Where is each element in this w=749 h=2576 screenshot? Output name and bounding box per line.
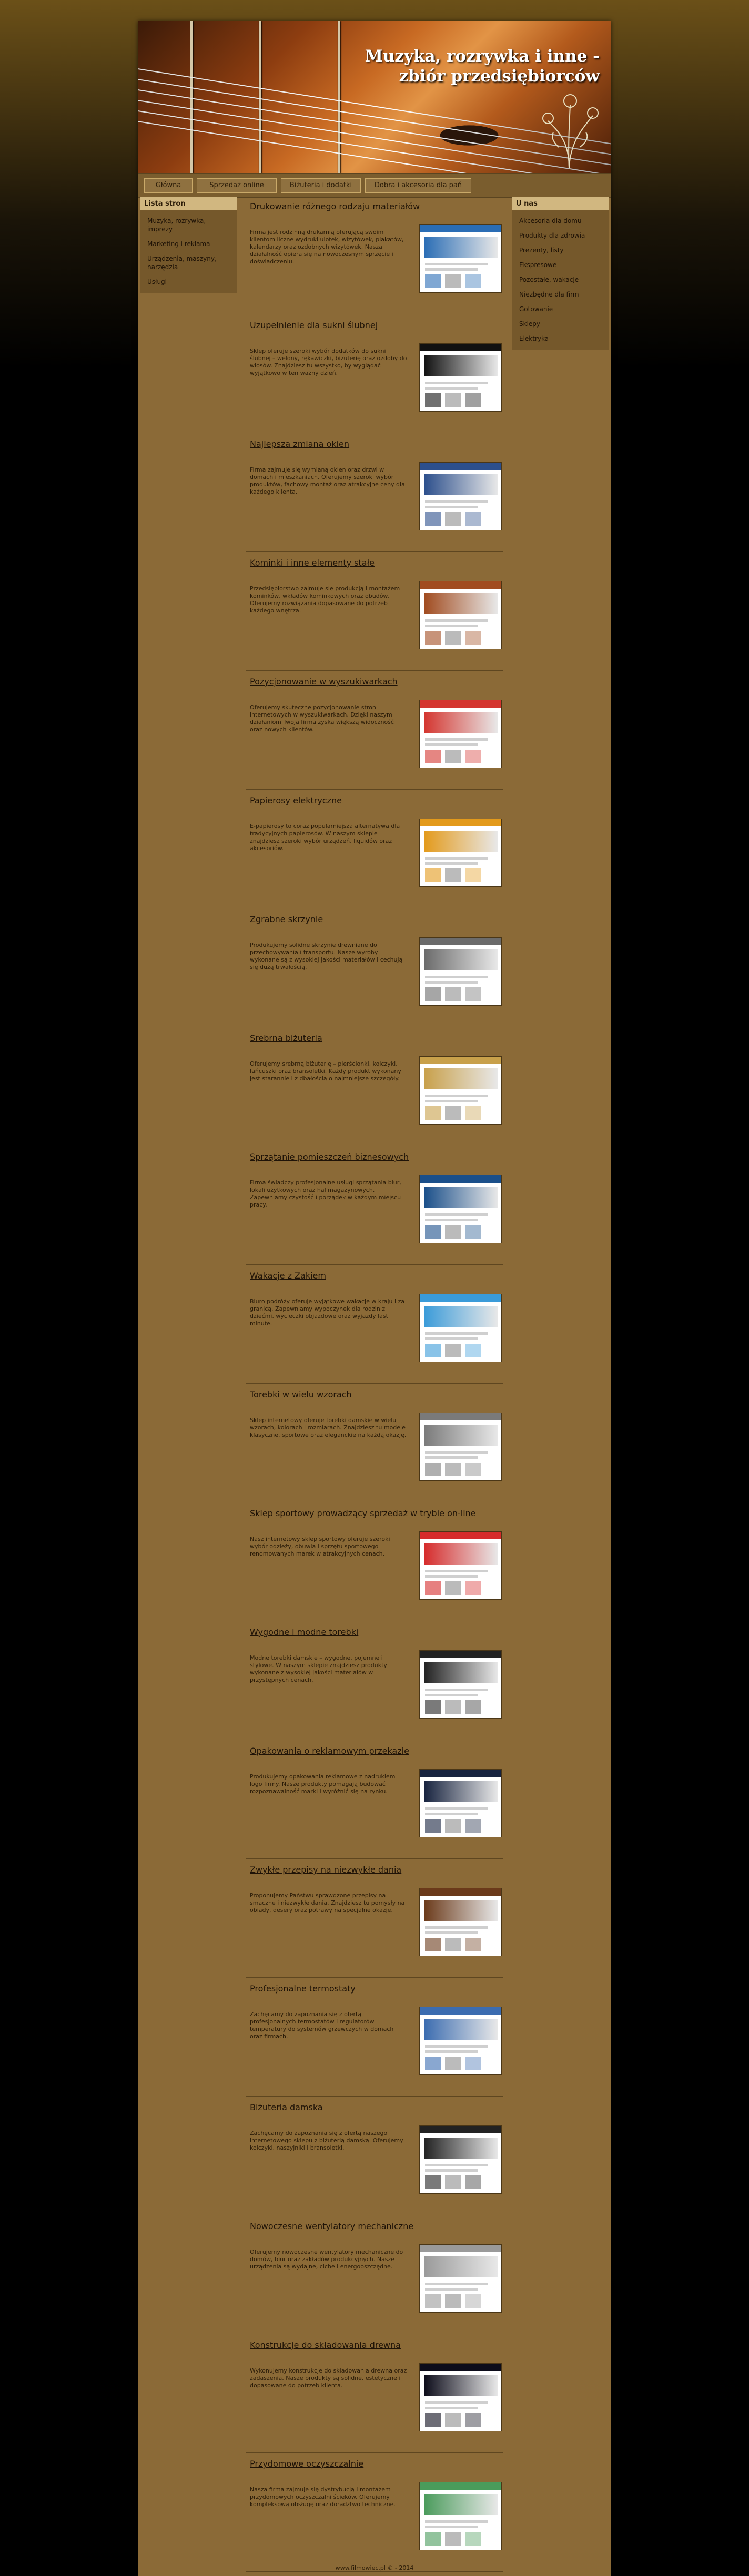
article-thumbnail[interactable] bbox=[419, 2244, 502, 2313]
article-thumbnail[interactable] bbox=[419, 937, 502, 1006]
article-excerpt: Oferujemy nowoczesne wentylatory mechaniczne do domów, biur oraz zakładów produkcyjnych. Nasze urządzenia są wydajne, ciche i energooszczędne. bbox=[250, 2248, 403, 2270]
thumbnail-header-bar bbox=[420, 1057, 501, 1064]
article-title-link[interactable]: Uzupełnienie dla sukni ślubnej bbox=[250, 320, 378, 330]
thumbnail-block bbox=[425, 512, 441, 526]
sidebar-right-item[interactable]: Produkty dla zdrowia bbox=[519, 232, 585, 239]
sidebar-right-list bbox=[512, 210, 609, 350]
thumbnail-text-line bbox=[425, 1926, 488, 1929]
thumbnail-header-bar bbox=[420, 1888, 501, 1896]
article-entry bbox=[246, 1148, 503, 1265]
thumbnail-hero bbox=[424, 1781, 498, 1802]
article-entry bbox=[246, 197, 503, 314]
article-title-link[interactable]: Nowoczesne wentylatory mechaniczne bbox=[250, 2221, 414, 2231]
thumbnail-text-line bbox=[425, 738, 488, 741]
article-thumbnail[interactable] bbox=[419, 1531, 502, 1600]
thumbnail-block bbox=[425, 1106, 441, 1120]
thumbnail-block bbox=[465, 2175, 481, 2189]
article-excerpt: Produkujemy opakowania reklamowe z nadrukiem logo firmy. Nasze produkty pomagają budować rozpoznawalność marki i wyróżnić się na rynku. bbox=[250, 1773, 396, 1795]
thumbnail-header-bar bbox=[420, 463, 501, 470]
thumbnail-block bbox=[425, 1225, 441, 1239]
thumbnail-hero bbox=[424, 2375, 498, 2396]
article-entry bbox=[246, 1623, 503, 1740]
article-excerpt: E-papierosy to coraz popularniejsza alternatywa dla tradycyjnych papierosów. W naszym sklepie znajdziesz szeroki wybór urządzeń, liquidów oraz akcesoriów. bbox=[250, 823, 400, 852]
article-entry bbox=[246, 672, 503, 790]
thumbnail-text-line bbox=[425, 1689, 488, 1691]
thumbnail-block bbox=[465, 1225, 481, 1239]
thumbnail-block bbox=[445, 393, 461, 407]
thumbnail-block bbox=[425, 1581, 441, 1595]
thumbnail-block bbox=[465, 868, 481, 882]
article-title-link[interactable]: Profesjonalne termostaty bbox=[250, 1984, 356, 1994]
article-thumbnail[interactable] bbox=[419, 1175, 502, 1243]
article-title-link[interactable]: Sklep sportowy prowadzący sprzedaż w trybie on-line bbox=[250, 1508, 476, 1518]
thumbnail-text-line bbox=[425, 263, 488, 265]
thumbnail-text-line bbox=[425, 1332, 488, 1335]
thumbnail-block bbox=[445, 987, 461, 1001]
thumbnail-hero bbox=[424, 1900, 498, 1921]
thumbnail-block bbox=[425, 2057, 441, 2070]
article-entry bbox=[246, 1742, 503, 1859]
thumbnail-hero bbox=[424, 1662, 498, 1683]
thumbnail-header-bar bbox=[420, 2482, 501, 2490]
thumbnail-block bbox=[465, 2532, 481, 2546]
article-excerpt: Sklep oferuje szeroki wybór dodatków do sukni ślubnej – welony, rękawiczki, biżuterię oraz ozdoby do włosów. Znajdziesz tu wszystko, by wyglądać wyjątkowo w ten ważny dzień. bbox=[250, 347, 407, 376]
article-entry bbox=[246, 2098, 503, 2215]
sidebar-right-item[interactable]: Niezbędne dla firm bbox=[519, 291, 579, 298]
thumbnail-block bbox=[425, 1344, 441, 1357]
thumbnail-hero bbox=[424, 2256, 498, 2277]
floral-ornament-icon bbox=[538, 84, 601, 168]
thumbnail-text-line bbox=[425, 2288, 478, 2291]
thumbnail-text-line bbox=[425, 976, 488, 978]
sidebar-left-heading: Lista stron bbox=[140, 197, 237, 210]
thumbnail-block bbox=[425, 274, 441, 288]
thumbnail-header-bar bbox=[420, 1413, 501, 1420]
thumbnail-block bbox=[425, 2413, 441, 2427]
nav-item-sprzedaz-online[interactable]: Sprzedaż online bbox=[197, 178, 277, 193]
article-title-link[interactable]: Wakacje z Zakiem bbox=[250, 1271, 326, 1281]
thumbnail-block bbox=[445, 1938, 461, 1951]
thumbnail-block bbox=[425, 750, 441, 763]
thumbnail-text-line bbox=[425, 2526, 478, 2528]
thumbnail-text-line bbox=[425, 268, 478, 271]
thumbnail-text-line bbox=[425, 625, 478, 627]
article-thumbnail[interactable] bbox=[419, 581, 502, 649]
article-thumbnail[interactable] bbox=[419, 1413, 502, 1481]
thumbnail-hero bbox=[424, 712, 498, 733]
thumbnail-text-line bbox=[425, 1337, 478, 1340]
thumbnail-block bbox=[465, 512, 481, 526]
sidebar-left-item[interactable]: Marketing i reklama bbox=[147, 240, 210, 248]
nav-item-glowna[interactable]: Główna bbox=[144, 178, 193, 193]
thumbnail-text-line bbox=[425, 2050, 478, 2053]
article-thumbnail[interactable] bbox=[419, 1650, 502, 1719]
sidebar-right-item[interactable]: Gotowanie bbox=[519, 305, 553, 313]
sidebar-right-item[interactable]: Prezenty, listy bbox=[519, 247, 564, 254]
thumbnail-block bbox=[445, 868, 461, 882]
thumbnail-block bbox=[445, 2057, 461, 2070]
article-thumbnail[interactable] bbox=[419, 2125, 502, 2194]
thumbnail-text-line bbox=[425, 2401, 488, 2404]
thumbnail-text-line bbox=[425, 1931, 478, 1934]
thumbnail-block bbox=[425, 1700, 441, 1714]
thumbnail-text-line bbox=[425, 500, 488, 503]
article-thumbnail[interactable] bbox=[419, 1769, 502, 1837]
article-excerpt: Nasz internetowy sklep sportowy oferuje szeroki wybór odzieży, obuwia i sprzętu sportowego renomowanych marek w atrakcyjnych cenach. bbox=[250, 1536, 390, 1557]
thumbnail-block bbox=[425, 2294, 441, 2308]
article-entry bbox=[246, 554, 503, 671]
article-entry bbox=[246, 910, 503, 1027]
article-title-link[interactable]: Najlepsza zmiana okien bbox=[250, 439, 350, 449]
article-thumbnail[interactable] bbox=[419, 1888, 502, 1956]
thumbnail-header-bar bbox=[420, 2007, 501, 2015]
thumbnail-block bbox=[465, 987, 481, 1001]
thumbnail-text-line bbox=[425, 1213, 488, 1216]
thumbnail-block bbox=[465, 1700, 481, 1714]
thumbnail-block bbox=[445, 1463, 461, 1476]
article-entry bbox=[246, 435, 503, 552]
thumbnail-text-line bbox=[425, 1219, 478, 1221]
thumbnail-block bbox=[465, 393, 481, 407]
article-excerpt: Oferujemy srebrną biżuterię – pierścionki, kolczyki, łańcuszki oraz bransoletki. Każdy produkt wykonany jest starannie i z dbałością o najmniejsze szczegóły. bbox=[250, 1060, 401, 1082]
thumbnail-hero bbox=[424, 831, 498, 852]
thumbnail-hero bbox=[424, 2019, 498, 2040]
thumbnail-text-line bbox=[425, 506, 478, 508]
sidebar-right bbox=[512, 197, 609, 350]
page-container bbox=[138, 21, 611, 2576]
thumbnail-block bbox=[465, 1819, 481, 1833]
article-title-link[interactable]: Zwykłe przepisy na niezwykłe dania bbox=[250, 1865, 402, 1875]
article-title-link[interactable]: Biżuteria damska bbox=[250, 2102, 323, 2112]
article-entry bbox=[246, 1385, 503, 1502]
article-thumbnail[interactable] bbox=[419, 819, 502, 887]
main-navigation bbox=[138, 173, 611, 198]
thumbnail-header-bar bbox=[420, 700, 501, 708]
article-title-link[interactable]: Sprzątanie pomieszczeń biznesowych bbox=[250, 1152, 409, 1162]
sidebar-left-item[interactable]: Muzyka, rozrywka, imprezy bbox=[147, 217, 206, 233]
thumbnail-block bbox=[425, 1463, 441, 1476]
thumbnail-block bbox=[425, 1819, 441, 1833]
article-excerpt: Biuro podróży oferuje wyjątkowe wakacje w kraju i za granicą. Zapewniamy wypoczynek dla rodzin z dziećmi, wycieczki objazdowe oraz wyjazdy last minute. bbox=[250, 1298, 405, 1327]
thumbnail-text-line bbox=[425, 1575, 478, 1578]
article-title-link[interactable]: Srebrna biżuteria bbox=[250, 1033, 322, 1043]
sidebar-left bbox=[140, 197, 237, 293]
article-excerpt: Firma jest rodzinną drukarnią oferującą swoim klientom liczne wydruki ulotek, wizytówek, plakatów, kalendarzy oraz ozdobnych wizytówek. Nasza działalność opiera się na nowoczesnym sprzęcie i doświadczeniu. bbox=[250, 229, 404, 265]
thumbnail-text-line bbox=[425, 981, 478, 984]
article-entry bbox=[246, 2455, 503, 2572]
guitar-fret-decoration bbox=[259, 21, 261, 173]
thumbnail-block bbox=[445, 1700, 461, 1714]
thumbnail-hero bbox=[424, 1068, 498, 1089]
thumbnail-hero bbox=[424, 2494, 498, 2515]
article-entry bbox=[246, 1861, 503, 1978]
thumbnail-text-line bbox=[425, 2283, 488, 2285]
thumbnail-text-line bbox=[425, 2045, 488, 2048]
thumbnail-block bbox=[445, 1225, 461, 1239]
article-title-link[interactable]: Zgrabne skrzynie bbox=[250, 914, 323, 924]
thumbnail-block bbox=[425, 393, 441, 407]
article-entry bbox=[246, 1029, 503, 1146]
article-thumbnail[interactable] bbox=[419, 224, 502, 293]
sidebar-right-item[interactable]: Sklepy bbox=[519, 320, 541, 328]
thumbnail-header-bar bbox=[420, 938, 501, 945]
thumbnail-header-bar bbox=[420, 1532, 501, 1539]
article-title-link[interactable]: Wygodne i modne torebki bbox=[250, 1627, 359, 1637]
article-thumbnail[interactable] bbox=[419, 2007, 502, 2075]
thumbnail-block bbox=[445, 274, 461, 288]
thumbnail-text-line bbox=[425, 1694, 478, 1696]
sidebar-right-item[interactable]: Akcesoria dla domu bbox=[519, 217, 582, 224]
thumbnail-block bbox=[425, 2175, 441, 2189]
thumbnail-text-line bbox=[425, 857, 488, 860]
article-title-link[interactable]: Konstrukcje do składowania drewna bbox=[250, 2340, 401, 2350]
thumbnail-header-bar bbox=[420, 1175, 501, 1183]
thumbnail-header-bar bbox=[420, 2245, 501, 2252]
thumbnail-header-bar bbox=[420, 1294, 501, 1302]
thumbnail-block bbox=[465, 2294, 481, 2308]
thumbnail-block bbox=[465, 274, 481, 288]
article-entry bbox=[246, 2217, 503, 2334]
thumbnail-block bbox=[465, 1581, 481, 1595]
article-entry bbox=[246, 316, 503, 433]
article-entry bbox=[246, 2336, 503, 2453]
sidebar-right-item[interactable]: Ekspresowe bbox=[519, 261, 557, 269]
thumbnail-hero bbox=[424, 1425, 498, 1446]
article-thumbnail[interactable] bbox=[419, 700, 502, 768]
thumbnail-header-bar bbox=[420, 581, 501, 589]
thumbnail-text-line bbox=[425, 2164, 488, 2166]
thumbnail-header-bar bbox=[420, 819, 501, 826]
thumbnail-hero bbox=[424, 1187, 498, 1208]
thumbnail-block bbox=[445, 750, 461, 763]
thumbnail-block bbox=[465, 1938, 481, 1951]
sidebar-left-list bbox=[140, 210, 237, 293]
site-title: Muzyka, rozrywka i inne - zbiór przedsiębiorców bbox=[365, 47, 600, 86]
thumbnail-header-bar bbox=[420, 225, 501, 232]
article-title-link[interactable]: Kominki i inne elementy stałe bbox=[250, 558, 374, 568]
thumbnail-block bbox=[445, 631, 461, 645]
article-title-link[interactable]: Papierosy elektryczne bbox=[250, 795, 342, 805]
thumbnail-block bbox=[445, 2294, 461, 2308]
thumbnail-block bbox=[465, 2413, 481, 2427]
article-excerpt: Zachęcamy do zapoznania się z ofertą profesjonalnych termostatów i regulatorów temperatury do systemów grzewczych w domach oraz firmach. bbox=[250, 2011, 394, 2040]
article-excerpt: Proponujemy Państwu sprawdzone przepisy na smaczne i niezwykłe dania. Znajdziesz tu pomysły na obiady, desery oraz potrawy na specjalne okazje. bbox=[250, 1892, 405, 1914]
thumbnail-header-bar bbox=[420, 1651, 501, 1658]
thumbnail-block bbox=[465, 1106, 481, 1120]
thumbnail-block bbox=[425, 2532, 441, 2546]
thumbnail-block bbox=[425, 987, 441, 1001]
article-excerpt: Przedsiębiorstwo zajmuje się produkcją i montażem kominków, wkładów kominkowych oraz obudów. Oferujemy rozwiązania dopasowane do potrzeb każdego wnętrza. bbox=[250, 585, 400, 614]
article-thumbnail[interactable] bbox=[419, 462, 502, 530]
thumbnail-header-bar bbox=[420, 1770, 501, 1777]
thumbnail-block bbox=[445, 1344, 461, 1357]
footer-text: www.filmowiec.pl © - 2014 bbox=[335, 2564, 414, 2571]
article-excerpt: Firma świadczy profesjonalne usługi sprzątania biur, lokali użytkowych oraz hal magazynowych. Zapewniamy czystość i porządek w każdym miejscu pracy. bbox=[250, 1179, 401, 1208]
thumbnail-block bbox=[445, 1581, 461, 1595]
article-thumbnail[interactable] bbox=[419, 343, 502, 412]
header-banner bbox=[138, 21, 611, 173]
article-excerpt: Nasza firma zajmuje się dystrybucją i montażem przydomowych oczyszczalni ścieków. Oferujemy kompleksową obsługę oraz doradztwo techniczne. bbox=[250, 2486, 396, 2508]
thumbnail-block bbox=[445, 2175, 461, 2189]
sidebar-right-heading: U nas bbox=[512, 197, 609, 210]
thumbnail-text-line bbox=[425, 1570, 488, 1572]
article-excerpt: Produkujemy solidne skrzynie drewniane do przechowywania i transportu. Nasze wyroby wykonane są z wysokiej jakości materiałów i cechują się dużą trwałością. bbox=[250, 942, 403, 970]
article-excerpt: Sklep internetowy oferuje torebki damskie w wielu wzorach, kolorach i rozmiarach. Znajdziesz tu modele klasyczne, sportowe oraz eleganckie na każdą okazję. bbox=[250, 1417, 407, 1438]
nav-item-akcesoria[interactable]: Dobra i akcesoria dla pań bbox=[365, 178, 471, 193]
thumbnail-block bbox=[425, 868, 441, 882]
thumbnail-block bbox=[465, 750, 481, 763]
thumbnail-header-bar bbox=[420, 2364, 501, 2371]
article-title-link[interactable]: Opakowania o reklamowym przekazie bbox=[250, 1746, 409, 1756]
article-entry bbox=[246, 791, 503, 908]
thumbnail-block bbox=[425, 631, 441, 645]
article-thumbnail[interactable] bbox=[419, 2363, 502, 2431]
article-title-link[interactable]: Pozycjonowanie w wyszukiwarkach bbox=[250, 677, 398, 687]
thumbnail-hero bbox=[424, 593, 498, 614]
article-thumbnail[interactable] bbox=[419, 2482, 502, 2550]
thumbnail-block bbox=[445, 512, 461, 526]
thumbnail-block bbox=[465, 2057, 481, 2070]
article-entry bbox=[246, 1979, 503, 2097]
thumbnail-text-line bbox=[425, 619, 488, 622]
sidebar-left-item[interactable]: Urządzenia, maszyny, narzędzia bbox=[147, 255, 217, 271]
thumbnail-text-line bbox=[425, 382, 488, 384]
thumbnail-block bbox=[465, 631, 481, 645]
article-excerpt: Zachęcamy do zapoznania się z ofertą naszego internetowego sklepu z biżuterią damską. Oferujemy kolczyki, naszyjniki i bransoletki. bbox=[250, 2130, 403, 2151]
article-title-link[interactable]: Przydomowe oczyszczalnie bbox=[250, 2459, 364, 2469]
thumbnail-text-line bbox=[425, 1813, 478, 1815]
thumbnail-text-line bbox=[425, 1456, 478, 1459]
thumbnail-hero bbox=[424, 2138, 498, 2159]
thumbnail-text-line bbox=[425, 387, 478, 390]
thumbnail-text-line bbox=[425, 1100, 478, 1102]
thumbnail-block bbox=[425, 1938, 441, 1951]
article-excerpt: Firma zajmuje się wymianą okien oraz drzwi w domach i mieszkaniach. Oferujemy szeroki wybór produktów, fachowy montaż oraz atrakcyjne ceny dla każdego klienta. bbox=[250, 466, 405, 495]
thumbnail-text-line bbox=[425, 1807, 488, 1810]
thumbnail-text-line bbox=[425, 2169, 478, 2172]
thumbnail-text-line bbox=[425, 2407, 478, 2409]
thumbnail-text-line bbox=[425, 2520, 488, 2523]
nav-item-bizuteria[interactable]: Biżuteria i dodatki bbox=[281, 178, 361, 193]
article-title-link[interactable]: Drukowanie różnego rodzaju materiałów bbox=[250, 201, 420, 211]
article-thumbnail[interactable] bbox=[419, 1294, 502, 1362]
sidebar-right-item[interactable]: Elektryka bbox=[519, 335, 549, 342]
thumbnail-block bbox=[445, 2413, 461, 2427]
thumbnail-hero bbox=[424, 1306, 498, 1327]
article-title-link[interactable]: Torebki w wielu wzorach bbox=[250, 1389, 352, 1399]
thumbnail-hero bbox=[424, 355, 498, 376]
thumbnail-block bbox=[445, 1819, 461, 1833]
thumbnail-header-bar bbox=[420, 2126, 501, 2133]
thumbnail-hero bbox=[424, 949, 498, 970]
article-thumbnail[interactable] bbox=[419, 1056, 502, 1125]
thumbnail-header-bar bbox=[420, 344, 501, 351]
thumbnail-hero bbox=[424, 474, 498, 495]
sidebar-left-item[interactable]: Usługi bbox=[147, 278, 167, 285]
thumbnail-block bbox=[465, 1463, 481, 1476]
thumbnail-block bbox=[465, 1344, 481, 1357]
thumbnail-text-line bbox=[425, 862, 478, 865]
article-entry bbox=[246, 1266, 503, 1384]
thumbnail-text-line bbox=[425, 1095, 488, 1097]
thumbnail-text-line bbox=[425, 1451, 488, 1454]
guitar-fret-decoration bbox=[338, 21, 340, 173]
article-entry bbox=[246, 1504, 503, 1621]
article-excerpt: Wykonujemy konstrukcje do składowania drewna oraz zadaszenia. Nasze produkty są solidne, estetyczne i dopasowane do potrzeb klienta. bbox=[250, 2367, 407, 2389]
thumbnail-text-line bbox=[425, 743, 478, 746]
thumbnail-hero bbox=[424, 237, 498, 258]
sidebar-right-item[interactable]: Pozostałe, wakacje bbox=[519, 276, 579, 283]
article-excerpt: Modne torebki damskie – wygodne, pojemne i stylowe. W naszym sklepie znajdziesz produkty wykonane z wysokiej jakości materiałów w przystępnych cenach. bbox=[250, 1654, 387, 1683]
thumbnail-hero bbox=[424, 1543, 498, 1565]
article-excerpt: Oferujemy skuteczne pozycjonowanie stron internetowych w wyszukiwarkach. Dzięki naszym działaniom Twoja firma zyska większą widoczność oraz nowych klientów. bbox=[250, 704, 394, 733]
thumbnail-block bbox=[445, 2532, 461, 2546]
thumbnail-block bbox=[445, 1106, 461, 1120]
